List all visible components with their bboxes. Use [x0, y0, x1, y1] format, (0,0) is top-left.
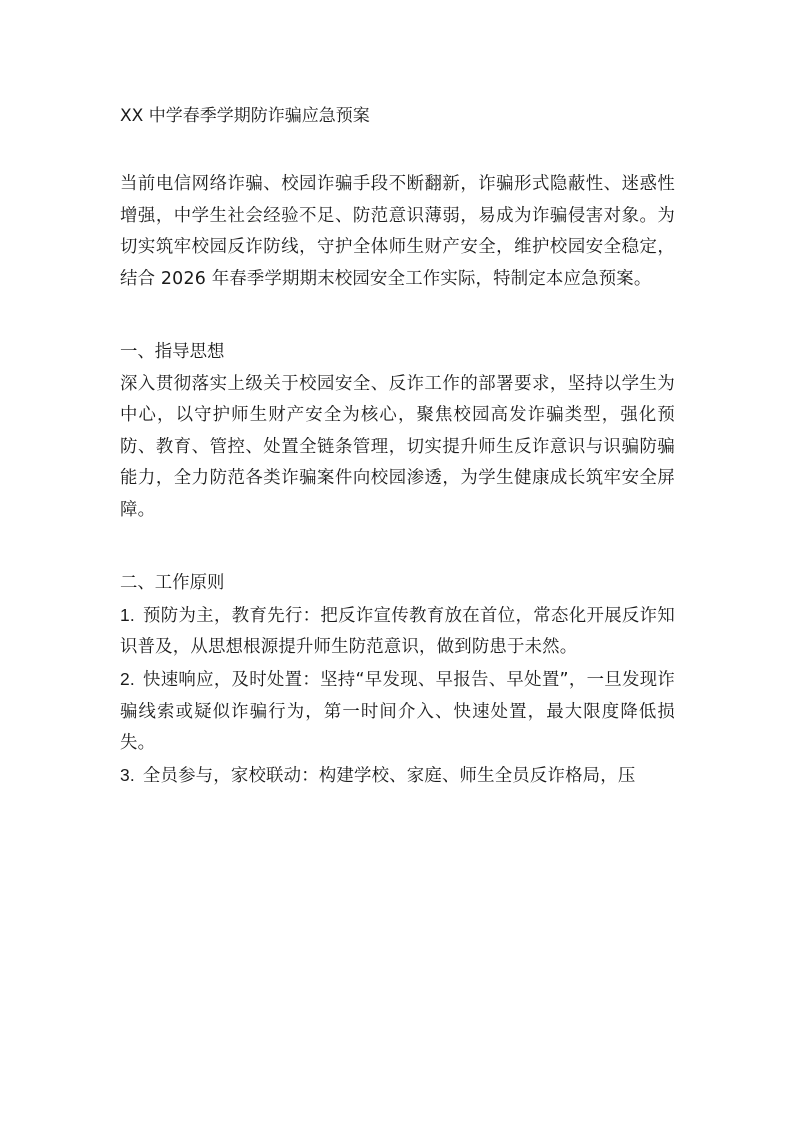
item-text: 快速响应，及时处置：坚持“早发现、早报告、早处置”，一旦发现诈骗线索或疑似诈骗行为，第一时间介入、快速处置，最大限度降低损失。	[120, 669, 675, 754]
section-heading-principles: 二、工作原则	[120, 573, 225, 594]
item-text: 全员参与，家校联动：构建学校、家庭、师生全员反诈格局，压	[142, 765, 636, 786]
section-body-guiding-ideology: 深入贯彻落实上级关于校园安全、反诈工作的部署要求，坚持以学生为中心，以守护师生财产安全为核心，聚焦校园高发诈骗类型，强化预防、教育、管控、处置全链条管理，切实提升师生反诈意识与识骗防骗能力，全力防范各类诈骗案件向校园渗透，为学生健康成长筑牢安全屏障。	[120, 373, 675, 520]
intro-paragraph: 当前电信网络诈骗、校园诈骗手段不断翻新，诈骗形式隐蔽性、迷惑性增强，中学生社会经验不足、防范意识薄弱，易成为诈骗侵害对象。为切实筑牢校园反诈防线，守护全体师生财产安全，维护校园安全稳定，结合 2026 年春季学期期末校园安全工作实际，特制定本应急预案。	[120, 174, 675, 289]
section-heading-guiding-ideology: 一、指导思想	[120, 341, 225, 362]
document-title: XX 中学春季学期防诈骗应急预案	[120, 106, 370, 126]
spacer	[120, 295, 675, 327]
item-number: 2.	[120, 668, 135, 689]
item-number: 3.	[120, 764, 135, 785]
principle-item-3	[120, 760, 675, 793]
document-body	[120, 100, 675, 792]
principle-item-2	[120, 664, 675, 760]
spacer	[120, 527, 675, 559]
principle-item-1	[120, 600, 675, 664]
item-text: 预防为主，教育先行：把反诈宣传教育放在首位，常态化开展反诈知识普及，从思想根源提升师生防范意识，做到防患于未然。	[120, 605, 675, 658]
item-number: 1.	[120, 604, 135, 625]
